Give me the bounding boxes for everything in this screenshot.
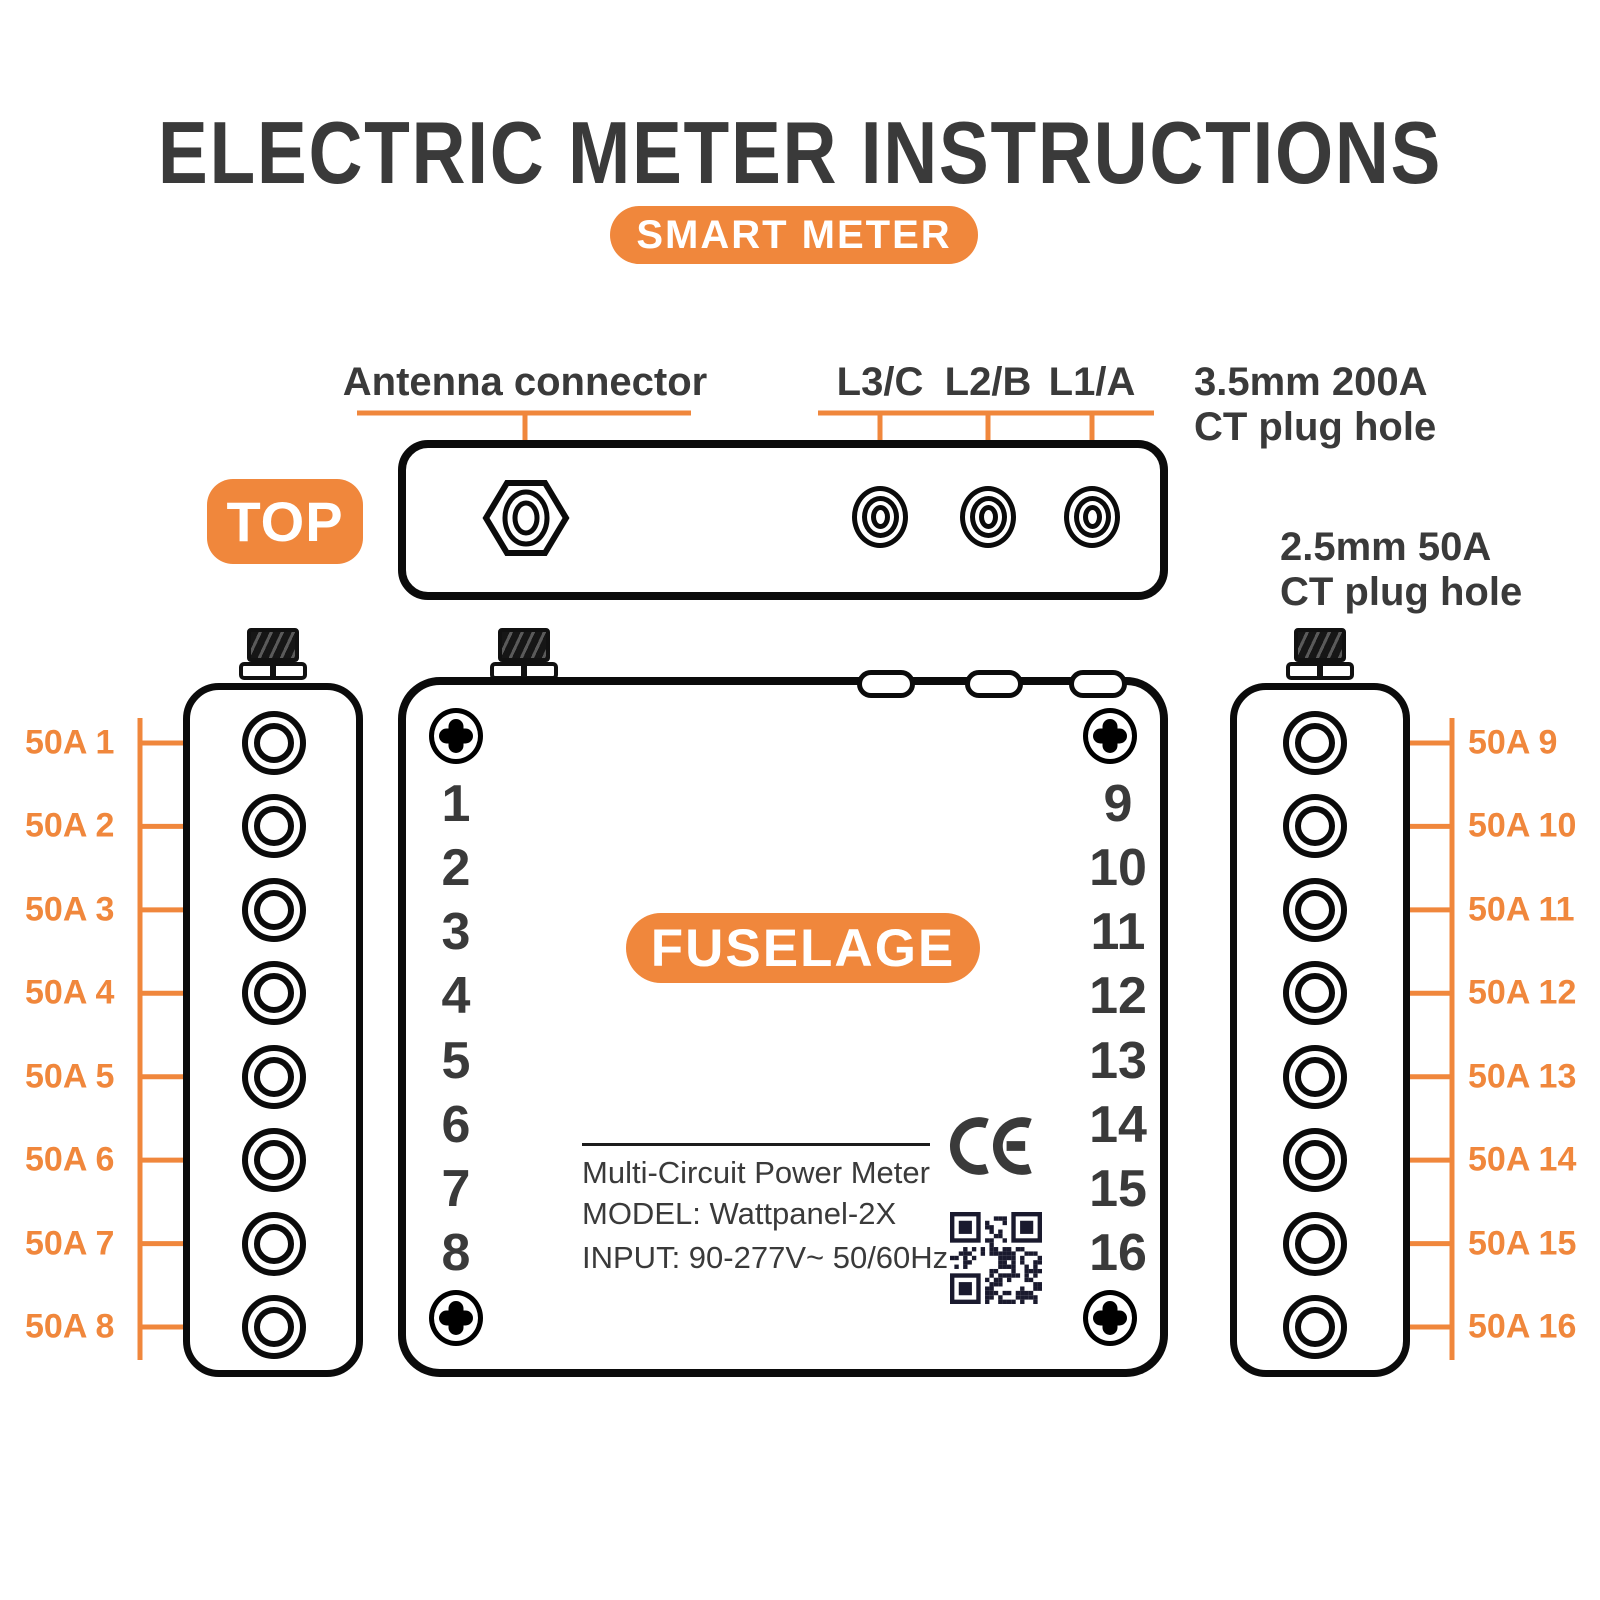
- ct-jack-inner: [254, 890, 294, 930]
- ct-jack: [242, 1045, 306, 1109]
- port-number: 15: [1089, 1159, 1147, 1218]
- ct-jack-inner: [254, 1224, 294, 1264]
- ct-jack-inner: [1295, 1224, 1335, 1264]
- ct-jack-inner: [1295, 806, 1335, 846]
- ct-jack-inner: [1295, 723, 1335, 763]
- phase-jack-mid: [862, 496, 899, 538]
- phase-label: L2/B: [944, 360, 1032, 404]
- phase-jack-inner: [1083, 505, 1102, 529]
- antenna-stub-thread-left: [247, 628, 299, 662]
- port-number: 1: [441, 775, 471, 833]
- port-number: 7: [441, 1159, 471, 1218]
- antenna-stub-thread-center: [498, 628, 550, 662]
- ct-jack-inner: [1295, 1057, 1335, 1097]
- ct-jack-inner: [254, 973, 294, 1013]
- ct-jack-inner: [254, 806, 294, 846]
- ct-jack: [1283, 711, 1347, 775]
- ct-50a-note-line2: CT plug hole: [1280, 570, 1523, 614]
- port-number: 14: [1089, 1095, 1147, 1154]
- ct-jack: [242, 878, 306, 942]
- ct-50a-note: [1280, 525, 1522, 615]
- mounting-tab: [965, 670, 1023, 698]
- ct-label: 50A 12: [1468, 973, 1577, 1012]
- ce-mark: [946, 1114, 1032, 1178]
- ct-label: 50A 13: [1468, 1057, 1577, 1096]
- ct-label: 50A 8: [25, 1307, 115, 1346]
- ct-label: 50A 15: [1468, 1224, 1577, 1263]
- port-number: 5: [441, 1031, 471, 1090]
- ct-label: 50A 5: [25, 1057, 115, 1096]
- ct-200a-note-line2: CT plug hole: [1194, 405, 1437, 449]
- ct-jack-inner: [254, 1307, 294, 1347]
- ct-jack: [242, 794, 306, 858]
- mounting-tab: [1069, 670, 1127, 698]
- ct-label: 50A 14: [1468, 1140, 1577, 1179]
- antenna-stub-base-left: [239, 662, 307, 680]
- label-plate-divider: [582, 1143, 930, 1146]
- screw-top-left: [429, 708, 483, 764]
- ct-jack: [242, 961, 306, 1025]
- smart-meter-badge: SMART METER: [610, 206, 978, 264]
- port-number: 2: [441, 839, 471, 898]
- ct-jack-inner: [254, 1140, 294, 1180]
- ct-label: 50A 3: [25, 890, 115, 929]
- screw-bottom-right: [1083, 1290, 1137, 1346]
- antenna-stub-base-right: [1286, 662, 1354, 680]
- phase-jack-inner: [871, 505, 890, 529]
- ct-label: 50A 1: [25, 723, 115, 762]
- ct-jack: [242, 1295, 306, 1359]
- ct-jack-inner: [1295, 1140, 1335, 1180]
- ct-jack: [1283, 1128, 1347, 1192]
- phase-jack: [852, 486, 908, 548]
- ct-label: 50A 16: [1468, 1307, 1577, 1346]
- port-number: 10: [1089, 839, 1147, 898]
- mounting-tab: [857, 670, 915, 698]
- ct-50a-note-line1: 2.5mm 50A: [1280, 525, 1492, 569]
- ct-jack-inner: [254, 1057, 294, 1097]
- ct-label: 50A 6: [25, 1140, 115, 1179]
- antenna-connector-hex: [480, 477, 572, 559]
- ct-jack: [1283, 878, 1347, 942]
- ct-jack-inner: [254, 723, 294, 763]
- ct-label: 50A 11: [1468, 890, 1575, 929]
- port-number: 4: [441, 967, 471, 1026]
- ct-jack: [242, 1128, 306, 1192]
- ct-200a-note: [1194, 360, 1436, 450]
- screw-bottom-left: [429, 1290, 483, 1346]
- page-title: ELECTRIC METER INSTRUCTIONS: [157, 103, 1443, 202]
- fuselage-badge: FUSELAGE: [626, 913, 980, 983]
- ct-jack: [242, 1212, 306, 1276]
- ct-jack: [242, 711, 306, 775]
- port-number: 9: [1103, 775, 1133, 833]
- phase-label: L3/C: [836, 360, 924, 404]
- ct-jack: [1283, 961, 1347, 1025]
- antenna-connector-label: Antenna connector: [342, 360, 708, 404]
- ct-jack-inner: [1295, 973, 1335, 1013]
- port-number: 13: [1089, 1031, 1147, 1090]
- ct-jack-inner: [1295, 1307, 1335, 1347]
- screw-top-right: [1083, 708, 1137, 764]
- phase-jack-mid: [970, 496, 1007, 538]
- phase-label: L1/A: [1048, 360, 1136, 404]
- qr-code: [950, 1211, 1042, 1305]
- ct-jack-inner: [1295, 890, 1335, 930]
- ct-label: 50A 9: [1468, 723, 1558, 762]
- ct-jack: [1283, 1045, 1347, 1109]
- port-number: 3: [441, 903, 471, 962]
- port-number: 12: [1089, 967, 1147, 1026]
- ct-label: 50A 10: [1468, 806, 1577, 845]
- ct-label: 50A 2: [25, 806, 115, 845]
- ct-label: 50A 7: [25, 1224, 115, 1263]
- ct-jack: [1283, 1295, 1347, 1359]
- port-number: 11: [1090, 903, 1146, 962]
- ct-200a-note-line1: 3.5mm 200A: [1194, 360, 1428, 404]
- phase-jack-mid: [1074, 496, 1111, 538]
- ct-jack: [1283, 794, 1347, 858]
- ct-jack: [1283, 1212, 1347, 1276]
- ct-label: 50A 4: [25, 973, 115, 1012]
- port-number: 6: [441, 1095, 471, 1154]
- device-name: Multi-Circuit Power Meter: [582, 1155, 930, 1190]
- phase-jack: [1064, 486, 1120, 548]
- port-number: 16: [1089, 1223, 1147, 1282]
- device-model: MODEL: Wattpanel-2X: [582, 1196, 897, 1231]
- phase-jack: [960, 486, 1016, 548]
- phase-jack-inner: [979, 505, 998, 529]
- antenna-stub-thread-right: [1294, 628, 1346, 662]
- device-input: INPUT: 90-277V~ 50/60Hz: [582, 1240, 949, 1275]
- top-view-badge: TOP: [207, 479, 363, 564]
- port-number: 8: [441, 1223, 471, 1282]
